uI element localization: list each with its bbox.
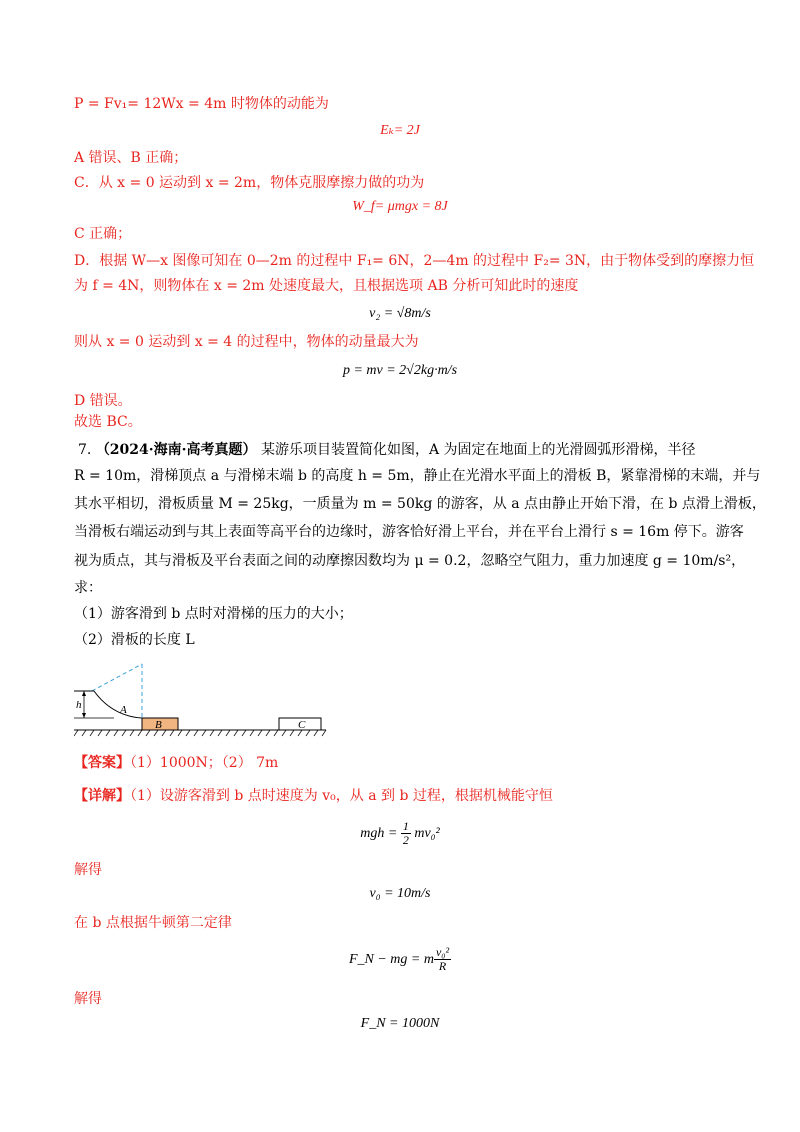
ab-conclusion: A 错误、B 正确； — [74, 150, 188, 166]
answer-text: （1）1000N；（2） 7m — [130, 755, 279, 771]
eq3-fraction — [434, 946, 451, 973]
detail-text: （1）设游客滑到 b 点时速度为 v₀，从 a 到 b 过程，根据机械能守恒 — [130, 788, 553, 804]
option-c-conclusion: C 正确； — [74, 226, 132, 242]
question-source: （2024·海南·高考真题） — [95, 442, 257, 458]
option-d-conclusion: D 错误。 — [74, 393, 132, 409]
detail-line — [74, 786, 553, 806]
question-part2: （2）滑板的长度 L — [74, 632, 195, 648]
question-line5: 视为质点，其与滑板及平台表面之间的动摩擦因数均为 μ = 0.2，忽略空气阻力，重力加速度 g = 10m/s²， — [74, 553, 746, 569]
question-part1: （1）游客滑到 b 点时对滑梯的压力的大小； — [74, 606, 353, 622]
eq1-lhs: mgh = — [360, 826, 398, 841]
eq1-numerator: 1 — [402, 819, 409, 834]
solve-label-2: 解得 — [74, 991, 102, 1007]
energy-conservation-eq — [0, 820, 800, 848]
question-number: 7. — [78, 442, 92, 458]
question-line6: 求： — [74, 580, 102, 596]
answer-line — [74, 753, 278, 773]
eq3-numerator: v₀² — [435, 945, 450, 960]
option-d-line2: 为 f = 4N，则物体在 x = 2m 处速度最大，且根据选项 AB 分析可知此时的速度 — [74, 278, 579, 294]
question-line2: R = 10m，滑梯顶点 a 与滑梯末端 b 的高度 h = 5m，静止在光滑水平面上的滑板 B，紧靠滑梯的末端，并与 — [74, 468, 761, 484]
final-choice: 故选 BC。 — [74, 414, 142, 430]
velocity-v0-eq: v₀ = 10m/s — [369, 886, 431, 901]
newton-eq — [0, 945, 800, 975]
kinetic-energy-eq: Eₖ= 2J — [380, 123, 420, 138]
option-c-intro: C．从 x = 0 运动到 x = 2m，物体克服摩擦力做的功为 — [74, 175, 425, 191]
friction-work-eq: W_f= μmgx = 8J — [352, 199, 448, 214]
momentum-eq: p = mv = 2√2kg·m/s — [342, 363, 458, 378]
normal-force-eq: F_N = 1000N — [360, 1016, 440, 1031]
eq1-fraction — [401, 820, 411, 847]
eq1-rhs: mv₀² — [414, 826, 440, 841]
newton-second-law-line: 在 b 点根据牛顿第二定律 — [74, 915, 232, 931]
detail-tag: 【详解】 — [74, 788, 130, 804]
question-line1: 某游乐项目装置简化如图，A 为固定在地面上的光滑圆弧形滑梯，半径 — [260, 442, 696, 458]
question-line4: 当滑板右端运动到与其上表面等高平台的边缘时，游客恰好滑上平台，并在平台上滑行 s = 16m 停下。游客 — [74, 524, 744, 540]
label-h: h — [76, 699, 82, 711]
label-C: C — [298, 719, 306, 731]
slide-diagram — [74, 660, 334, 740]
velocity-v2-eq: v₂ = √8m/s — [369, 306, 431, 321]
ground-hatching — [74, 730, 326, 736]
solve-label-1: 解得 — [74, 862, 102, 878]
option-d-line1: D．根据 W—x 图像可知在 0—2m 的过程中 F₁= 6N，2—4m 的过程中 F₂= 3N，由于物体受到的摩擦力恒 — [74, 253, 755, 269]
question-header — [78, 440, 696, 460]
eq3-lhs: F_N − mg = m — [348, 952, 434, 967]
option-d-line3: 则从 x = 0 运动到 x = 4 的过程中，物体的动量最大为 — [74, 334, 419, 350]
eq1-denominator: 2 — [402, 833, 409, 848]
solution-line-power: P = Fv₁= 12Wx = 4m 时物体的动能为 — [74, 96, 329, 112]
label-A: A — [120, 704, 127, 716]
label-B: B — [155, 719, 162, 731]
answer-tag: 【答案】 — [74, 755, 130, 771]
eq3-denominator: R — [438, 959, 447, 974]
question-line3: 其水平相切，滑板质量 M = 25kg，一质量为 m = 50kg 的游客，从 a 点由静止开始下滑，在 b 点滑上滑板， — [74, 496, 766, 512]
